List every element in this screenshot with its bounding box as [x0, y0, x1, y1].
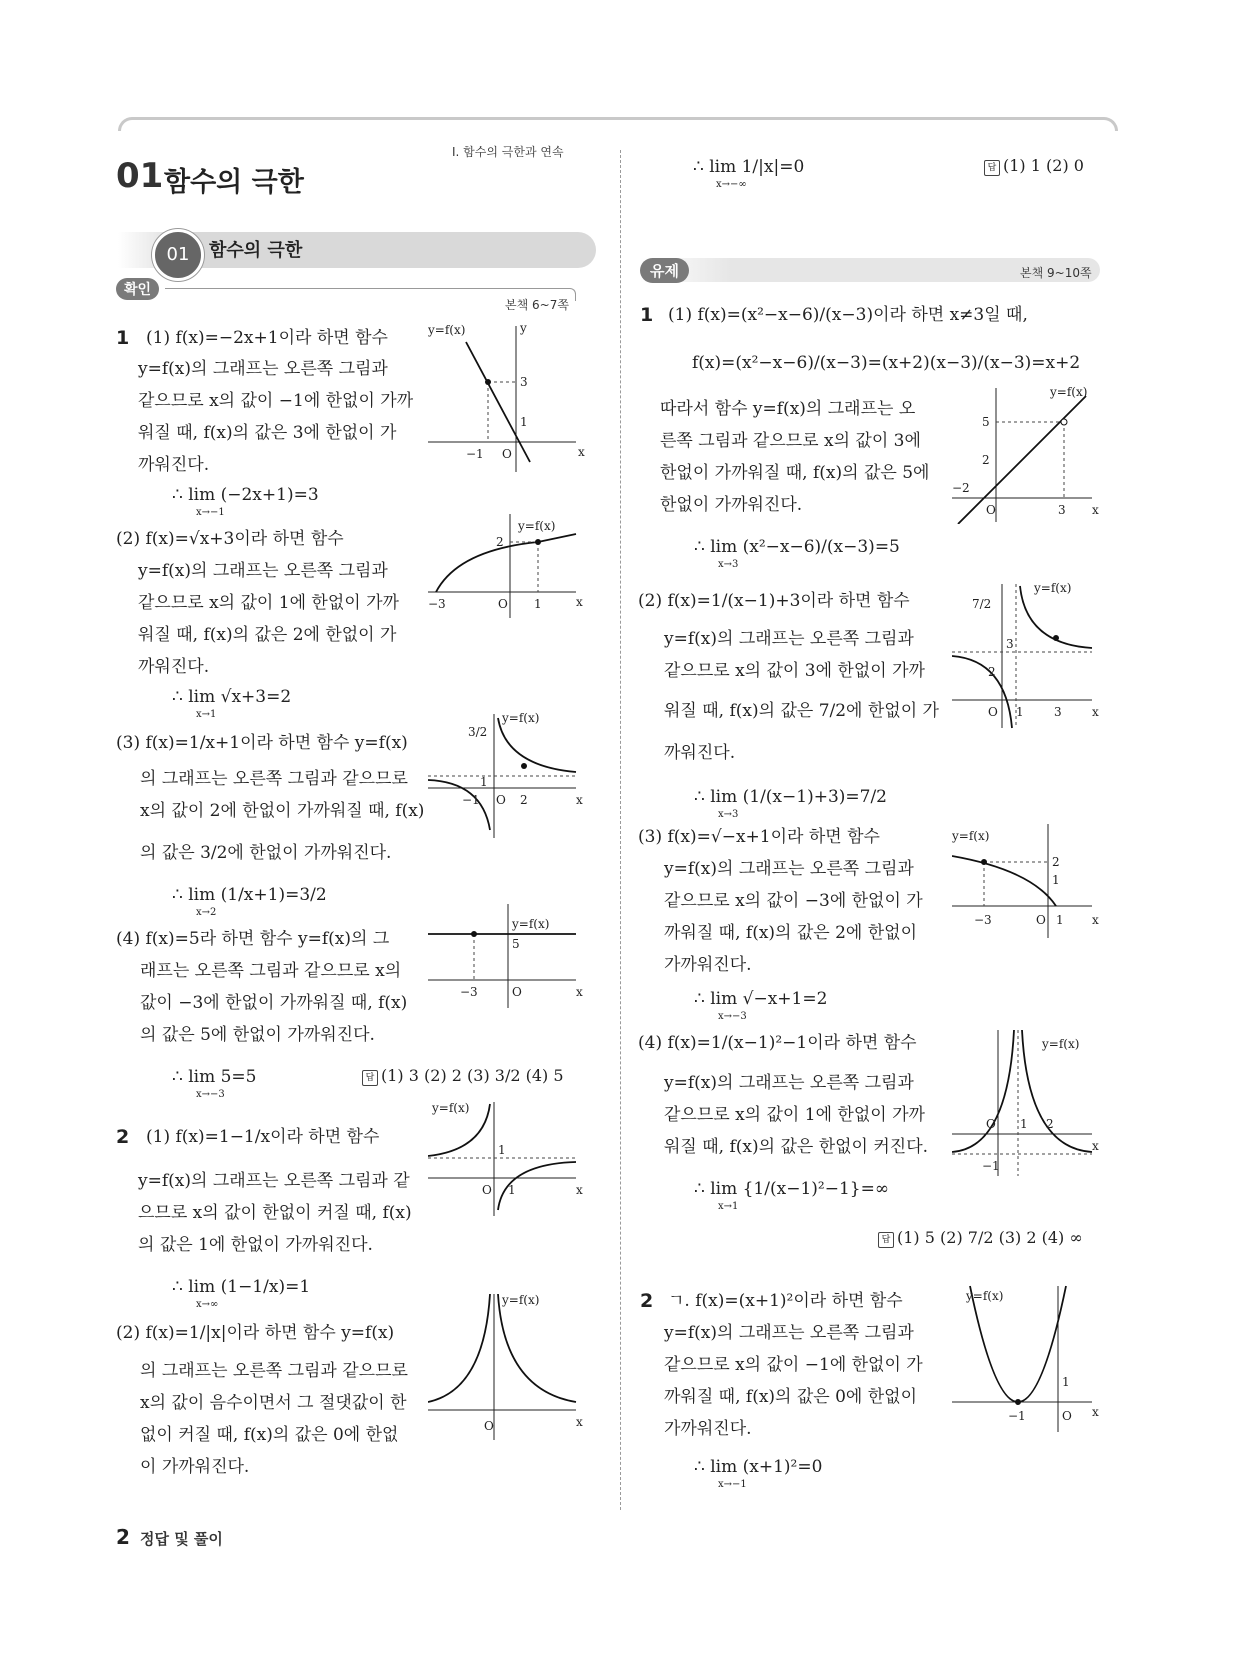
- svg-text:x: x: [576, 985, 583, 999]
- svg-text:y=f(x): y=f(x): [966, 1289, 1004, 1303]
- section-title: 함수의 극한: [209, 240, 303, 261]
- svg-text:x: x: [1092, 705, 1099, 719]
- answer-row: 답 (1) 3 (2) 2 (3) 3/2 (4) 5: [362, 1066, 564, 1086]
- ref-pages: 본책 9~10쪽: [1020, 266, 1092, 280]
- answer-icon: 답: [984, 160, 1000, 176]
- limit-line: ∴ lim 1/|x|=0: [693, 157, 805, 177]
- page-number: 2: [116, 1525, 130, 1549]
- svg-text:y=f(x): y=f(x): [502, 711, 540, 725]
- svg-text:x: x: [578, 445, 585, 459]
- svg-text:1: 1: [508, 1183, 516, 1197]
- graph-shifted-reciprocal: [952, 580, 1102, 730]
- svg-text:O: O: [496, 793, 506, 807]
- svg-text:O: O: [482, 1183, 492, 1197]
- svg-text:−1: −1: [466, 447, 484, 461]
- svg-text:x: x: [1092, 913, 1099, 927]
- graph-sqrt-neg: [952, 820, 1102, 940]
- problem-number: 2: [640, 1290, 654, 1312]
- svg-text:y=f(x): y=f(x): [512, 917, 550, 931]
- svg-text:x: x: [1092, 1139, 1099, 1153]
- svg-text:−3: −3: [428, 597, 446, 611]
- svg-text:−3: −3: [974, 913, 992, 927]
- svg-text:2: 2: [988, 665, 996, 679]
- svg-text:y=f(x): y=f(x): [1034, 581, 1072, 595]
- svg-text:x: x: [1092, 1405, 1099, 1419]
- svg-text:2: 2: [1052, 855, 1060, 869]
- answer-icon: 답: [362, 1070, 378, 1086]
- svg-text:5: 5: [512, 937, 520, 951]
- svg-text:3: 3: [1006, 637, 1014, 651]
- svg-text:y=f(x): y=f(x): [502, 1293, 540, 1307]
- svg-text:y=f(x): y=f(x): [952, 829, 990, 843]
- svg-text:1: 1: [534, 597, 542, 611]
- svg-text:1: 1: [1020, 1117, 1028, 1131]
- answer-icon: 답: [878, 1232, 894, 1248]
- chapter-number: 01: [116, 156, 164, 196]
- svg-text:O: O: [986, 1117, 996, 1131]
- svg-text:1: 1: [520, 415, 528, 429]
- svg-text:3: 3: [520, 375, 528, 389]
- chapter-title: 함수의 극한: [164, 167, 304, 198]
- graph-one-minus-reciprocal: [428, 1098, 588, 1218]
- graph-squared-reciprocal: [952, 1026, 1102, 1176]
- svg-text:O: O: [484, 1419, 494, 1433]
- check-label: 확인: [116, 278, 159, 300]
- problem-number: 1: [116, 327, 130, 349]
- breadcrumb: I. 함수의 극한과 연속: [452, 145, 564, 159]
- svg-text:−1: −1: [462, 793, 480, 807]
- svg-text:3: 3: [1054, 705, 1062, 719]
- svg-text:−3: −3: [460, 985, 478, 999]
- svg-text:2: 2: [1046, 1117, 1054, 1131]
- column-divider: [620, 150, 621, 1510]
- answer-row: 답 (1) 1 (2) 0: [984, 156, 1084, 176]
- graph-abs-reciprocal: [428, 1290, 588, 1440]
- svg-text:x: x: [1092, 503, 1099, 517]
- graph-x-plus-2: [952, 384, 1102, 524]
- top-border: [118, 117, 1118, 131]
- svg-text:3/2: 3/2: [468, 725, 488, 739]
- ref-pages: 본책 6~7쪽: [505, 298, 569, 312]
- svg-text:1: 1: [498, 1143, 506, 1157]
- svg-text:1: 1: [480, 775, 488, 789]
- svg-text:O: O: [1036, 913, 1046, 927]
- graph-sqrt: [428, 510, 588, 620]
- svg-text:1: 1: [1056, 913, 1064, 927]
- graph-linear: [428, 322, 588, 472]
- svg-text:1: 1: [1052, 873, 1060, 887]
- footer-label: 정답 및 풀이: [140, 1530, 223, 1548]
- svg-text:5: 5: [982, 415, 990, 429]
- svg-text:−1: −1: [982, 1159, 1000, 1173]
- svg-text:y: y: [520, 322, 527, 335]
- svg-text:7/2: 7/2: [972, 597, 992, 611]
- section-number: 01: [152, 229, 204, 281]
- problem-number: 1: [640, 304, 654, 326]
- graph-parabola: [952, 1282, 1102, 1432]
- svg-text:1: 1: [1016, 705, 1024, 719]
- limit-subscript: x→−∞: [716, 179, 747, 190]
- svg-text:1: 1: [1062, 1375, 1070, 1389]
- svg-text:−1: −1: [1008, 1409, 1026, 1423]
- answer-row: 답 (1) 5 (2) 7/2 (3) 2 (4) ∞: [878, 1228, 1083, 1248]
- svg-text:O: O: [512, 985, 522, 999]
- problem-number: 2: [116, 1126, 130, 1148]
- svg-text:2: 2: [496, 535, 504, 549]
- svg-text:y=f(x): y=f(x): [518, 519, 556, 533]
- svg-text:O: O: [502, 447, 512, 461]
- svg-text:2: 2: [982, 453, 990, 467]
- graph-constant: [428, 900, 588, 1010]
- svg-text:2: 2: [520, 793, 528, 807]
- svg-text:x: x: [576, 793, 583, 807]
- svg-text:x: x: [576, 595, 583, 609]
- svg-text:y=f(x): y=f(x): [432, 1101, 470, 1115]
- svg-text:O: O: [498, 597, 508, 611]
- svg-text:y=f(x): y=f(x): [1050, 385, 1088, 399]
- svg-text:3: 3: [1058, 503, 1066, 517]
- svg-text:x: x: [576, 1415, 583, 1429]
- svg-text:y=f(x): y=f(x): [1042, 1037, 1080, 1051]
- similar-label: 유제: [640, 258, 689, 283]
- graph-reciprocal: [428, 710, 588, 840]
- svg-text:−2: −2: [952, 481, 970, 495]
- svg-text:y=f(x): y=f(x): [428, 323, 466, 337]
- svg-text:O: O: [988, 705, 998, 719]
- svg-text:x: x: [576, 1183, 583, 1197]
- svg-text:O: O: [1062, 1409, 1072, 1423]
- svg-text:O: O: [986, 503, 996, 517]
